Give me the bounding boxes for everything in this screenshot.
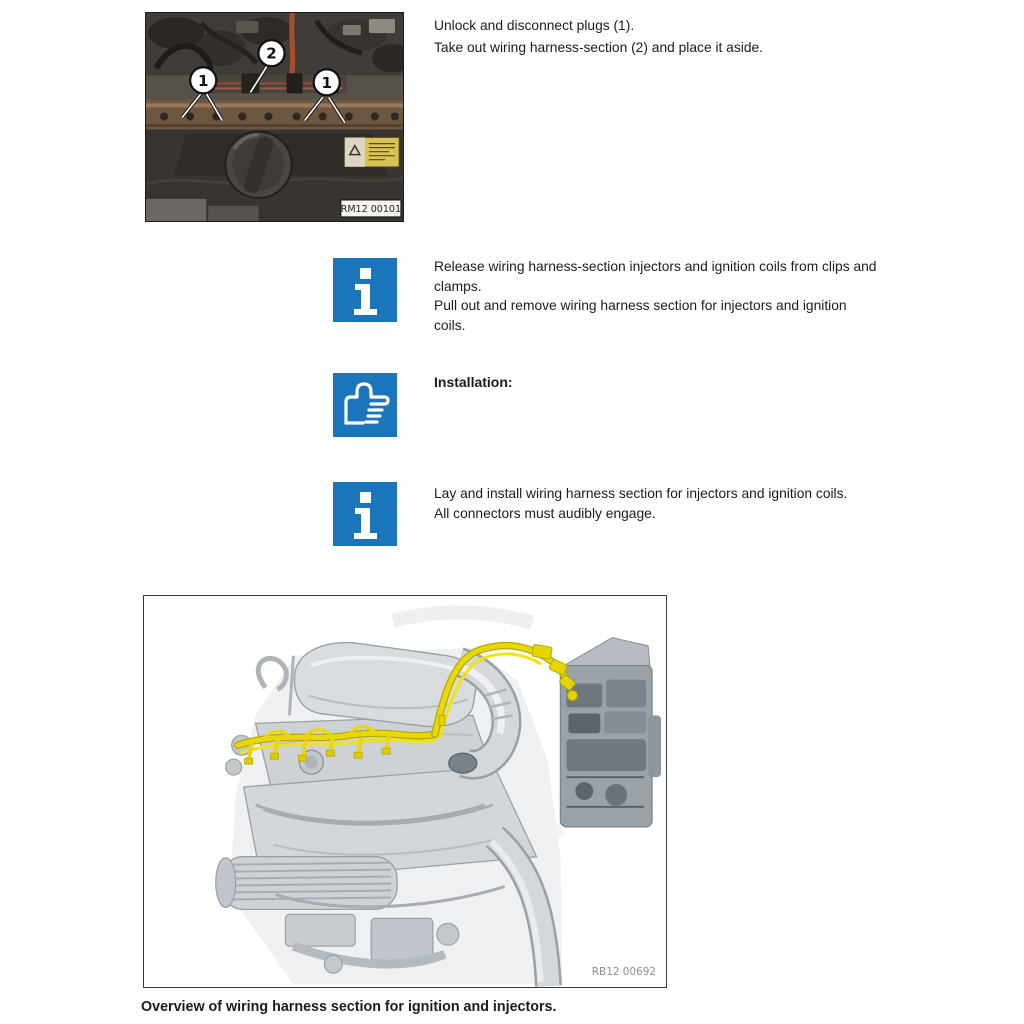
note2-text <box>434 484 914 524</box>
callout-2 <box>258 40 284 66</box>
note1-line3: Pull out and remove wiring harness section for injectors and ignition <box>434 298 847 314</box>
step1-line2: Take out wiring harness-section (2) and place it aside. <box>434 39 763 55</box>
note1-text <box>434 257 914 336</box>
info-icon <box>333 482 397 546</box>
note1-line2: clamps. <box>434 278 482 294</box>
callout-1-left <box>190 67 216 93</box>
svg-text:1: 1 <box>321 73 332 92</box>
step1-line1: Unlock and disconnect plugs (1). <box>434 18 635 33</box>
callout-1-right <box>314 69 340 95</box>
oil-filler-cap <box>225 132 291 198</box>
overview-caption: Overview of wiring harness section for ignition and injectors. <box>141 999 557 1015</box>
installation-label: Installation: <box>434 374 513 390</box>
svg-text:1: 1 <box>197 71 209 90</box>
step1-text <box>434 15 914 58</box>
warning-sticker <box>345 138 399 167</box>
note2-line1: Lay and install wiring harness section for injectors and ignition coils. <box>434 486 848 501</box>
engine-illustration-figure <box>143 595 667 988</box>
info-icon <box>333 258 397 322</box>
svg-text:2: 2 <box>266 44 277 63</box>
note2-line2: All connectors must audibly engage. <box>434 506 656 521</box>
illustration-label: RB12 00692 <box>591 966 657 979</box>
engine-illustration <box>144 596 666 987</box>
note1-line4: coils. <box>434 318 466 334</box>
engine-photo-figure <box>145 12 404 222</box>
note1-line1: Release wiring harness-section injectors and ignition coils from clips and <box>434 259 877 274</box>
svg-text:RM12 00101: RM12 00101 <box>340 203 402 215</box>
right-module <box>560 638 661 827</box>
pointing-hand-icon <box>333 373 397 437</box>
engine-photo <box>146 13 403 221</box>
photo-label <box>341 200 401 217</box>
